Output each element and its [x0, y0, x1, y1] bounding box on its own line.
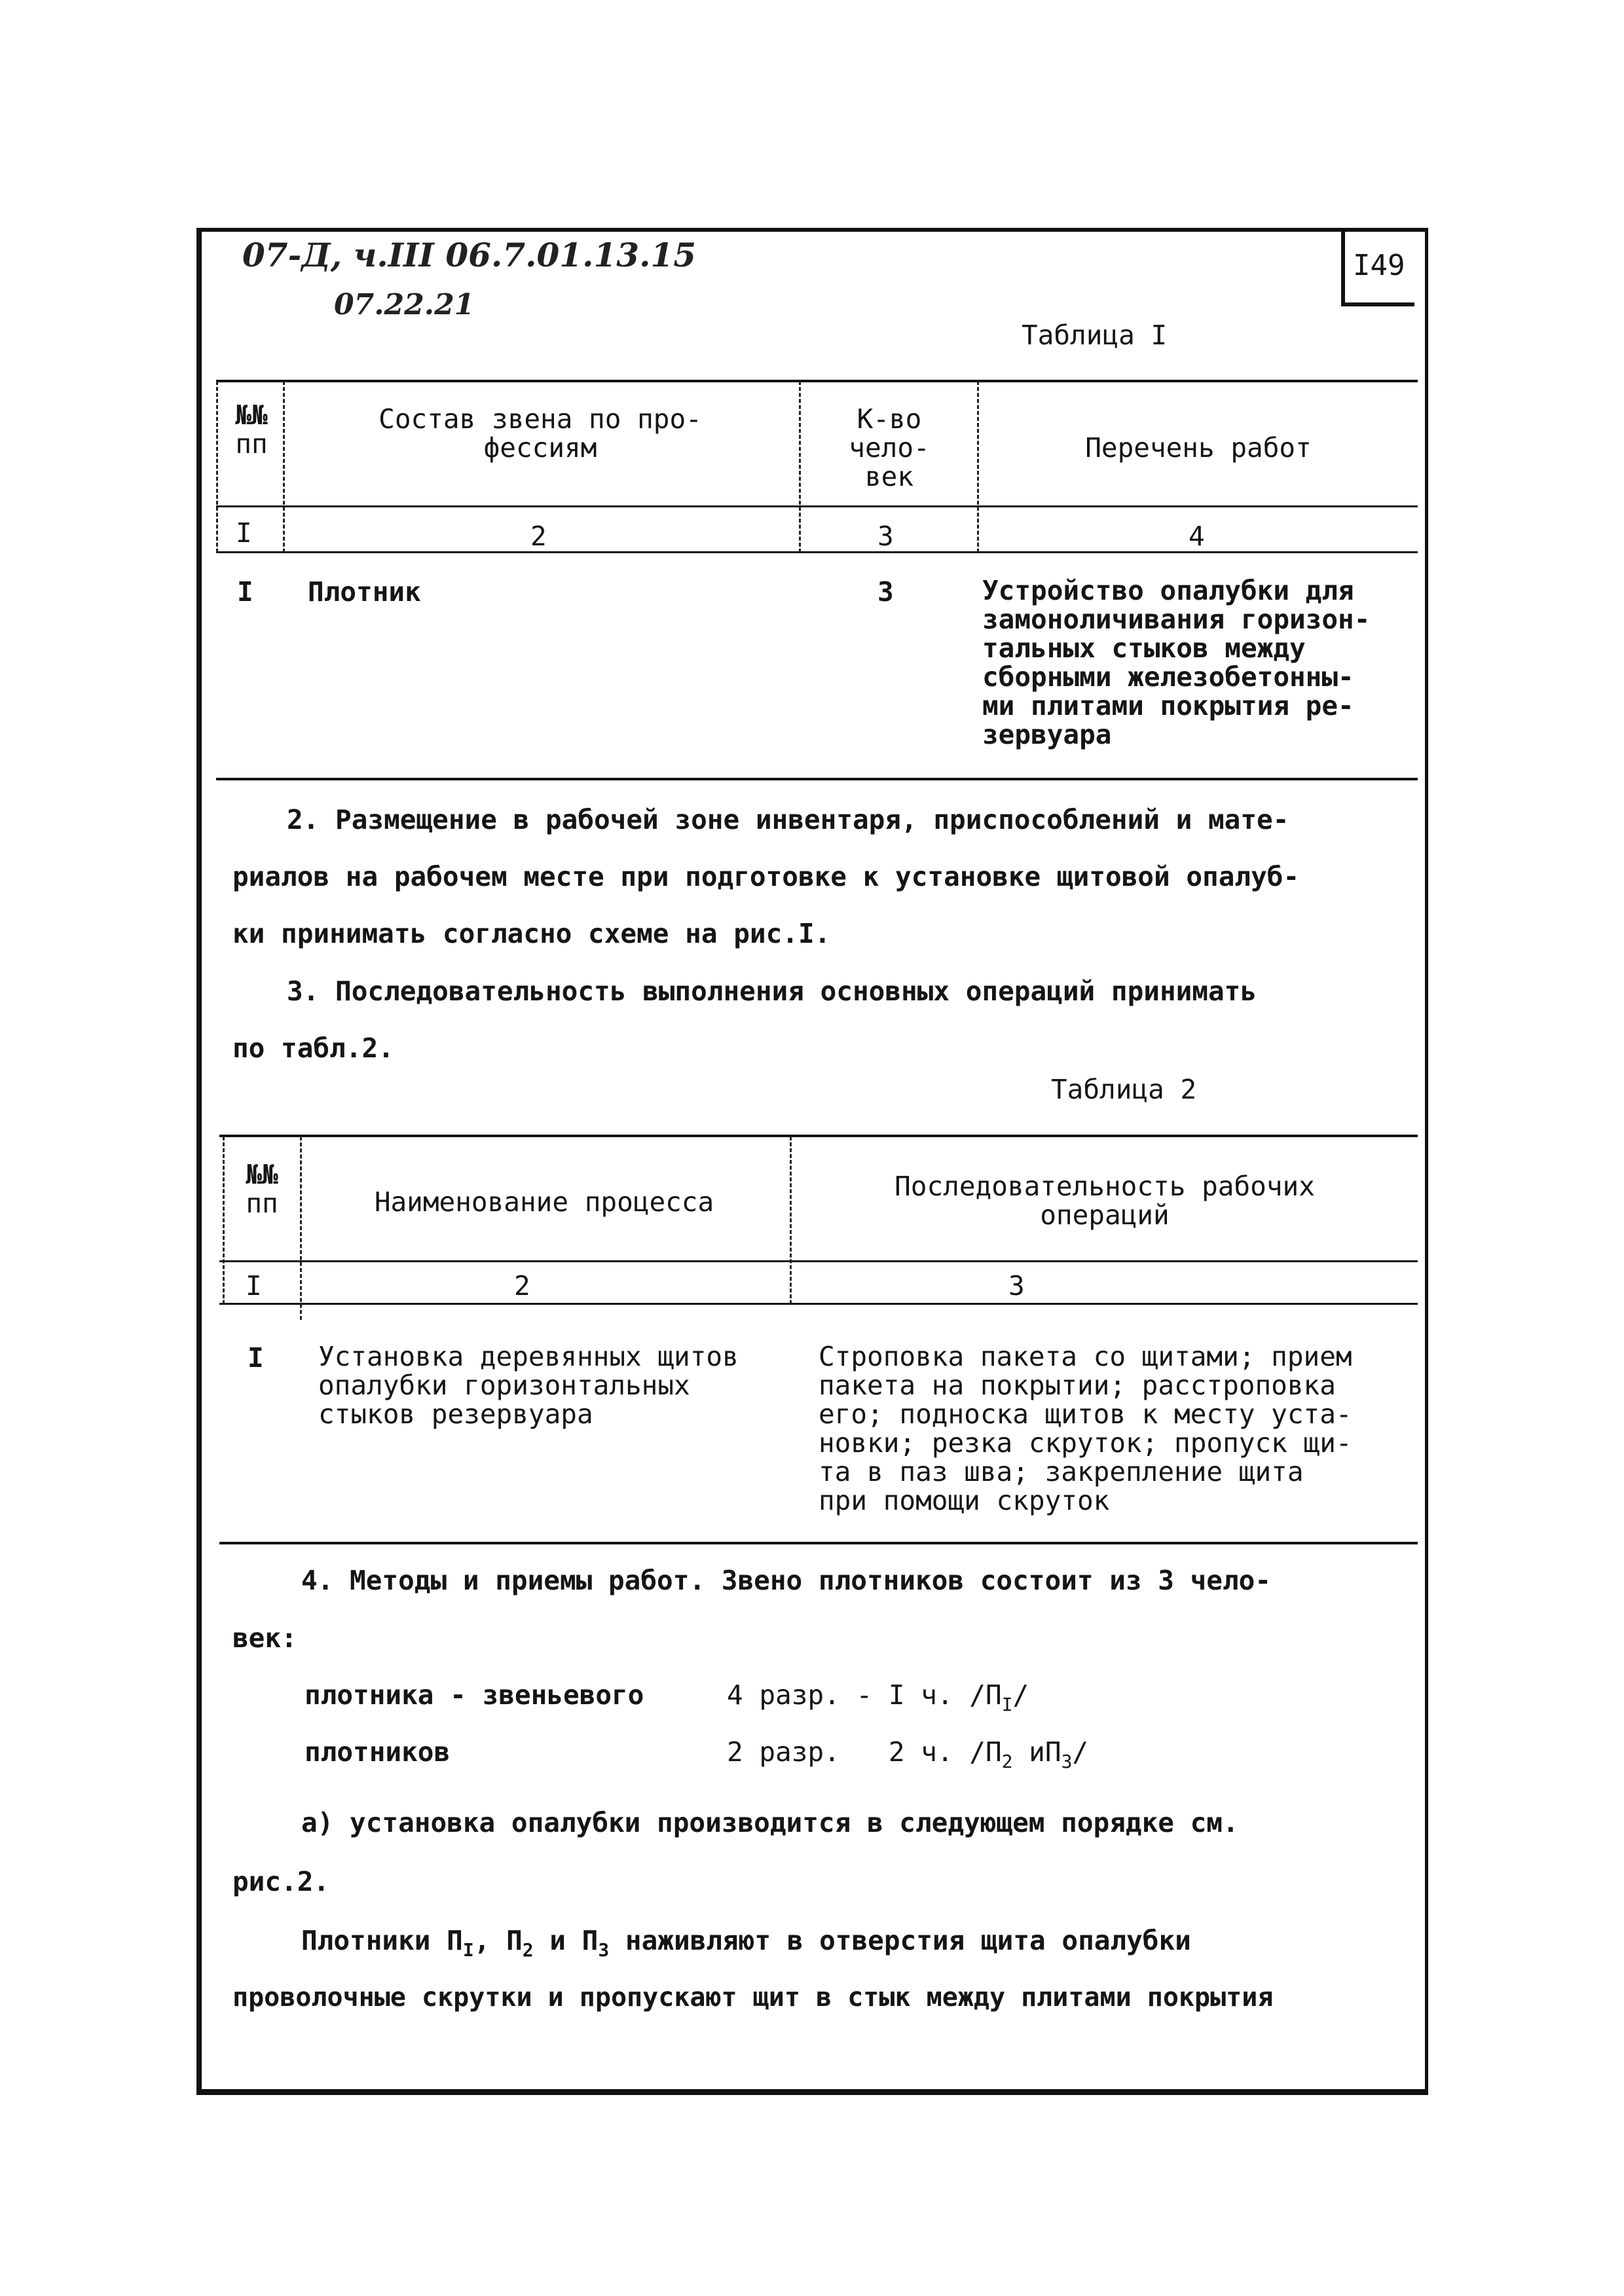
table2-colnum: I — [246, 1270, 262, 1302]
document-code-line1: 07-Д, ч.III 06.7.01.13.15 — [242, 236, 697, 274]
table2-row-process: Установка деревянных щитов опалубки горизонтальных стыков резервуара — [318, 1341, 739, 1430]
crew-role: плотника - звеньевого — [304, 1679, 644, 1711]
table1-caption: Таблица I — [1022, 319, 1168, 351]
paragraph-2-line: риалов на рабочем месте при подготовке к установке щитовой опалуб- — [232, 861, 1300, 892]
crew-grade: 4 разр. - I ч. $/П_I/$ — [727, 1679, 1029, 1715]
table2-row-num: I — [248, 1342, 264, 1374]
section4-item-a-line: а) установка опалубки производится в следующем порядке см. — [301, 1807, 1239, 1838]
table1-header-count: К-во чело- век — [849, 403, 930, 492]
table1-colnum: I — [236, 517, 252, 549]
table1-col-divider — [799, 381, 801, 553]
document-code-line2: 07.22.21 — [334, 288, 475, 321]
table1-col-divider — [283, 381, 285, 553]
table1-colnum: 4 — [1189, 520, 1205, 552]
table2-header-rule — [219, 1260, 1418, 1262]
table1-col-divider — [216, 381, 218, 553]
table2-caption: Таблица 2 — [1051, 1074, 1197, 1105]
page-number: I49 — [1353, 249, 1405, 282]
section4-last-line: проволочные скрутки и пропускают щит в стык между плитами покрытия — [232, 1982, 1274, 2013]
table2-row-operations: Строповка пакета со щитами; прием пакета на покрытии; расстроповка его; подноска щитов к месту уста- новки; резка скруток; пропуск щи- та в паз шва; закрепление щита при помощи скруток — [819, 1341, 1352, 1516]
table1-row-works: Устройство опалубки для замоноличивания горизон- тальных стыков между сборными железобетонны- ми плитами покрытия ре- зервуара — [982, 575, 1371, 750]
table1-row-num: I — [237, 576, 253, 608]
table1-numbers-rule — [216, 551, 1418, 553]
section4-last-line: Плотники $П_I$, $П_2$ и $П_3$ наживляют в отверстия щита опалубки — [301, 1925, 1191, 1961]
table1-col-divider — [977, 381, 979, 553]
table1-row-count: 3 — [877, 576, 894, 608]
table2-col-divider — [300, 1137, 302, 1320]
table1-top-rule — [216, 380, 1418, 382]
table1-colnum: 3 — [877, 520, 894, 552]
paragraph-2-line: 2. Размещение в рабочей зоне инвентаря, приспособлений и мате- — [287, 804, 1289, 835]
table2-colnum: 2 — [514, 1270, 530, 1302]
table1-header-num: №№ пп — [235, 399, 268, 460]
table1-bottom-rule — [216, 778, 1418, 780]
table2-col-divider — [790, 1137, 792, 1304]
section4-intro-line: 4. Методы и приемы работ. Звено плотников состоит из 3 чело- — [301, 1565, 1272, 1596]
paragraph-2-line: ки принимать согласно схеме на рис.I. — [232, 918, 831, 949]
table2-colnum: 3 — [1008, 1270, 1025, 1302]
table2-header-operations: Последовательность рабочих операций — [895, 1171, 1315, 1231]
table1-header-works: Перечень работ — [1085, 432, 1312, 464]
crew-role: плотников — [304, 1736, 451, 1768]
table1-row-profession: Плотник — [308, 576, 421, 608]
paragraph-3-line: 3. Последовательность выполнения основных операций принимать — [287, 975, 1257, 1007]
table1-header-rule — [216, 505, 1418, 507]
section4-item-a-line: рис.2. — [232, 1866, 330, 1897]
table2-header-process: Наименование процесса — [374, 1186, 714, 1218]
crew-grade: 2 разр. 2 ч. $/П_2$ $иП_3/$ — [727, 1736, 1089, 1772]
table2-numbers-rule — [219, 1303, 1418, 1305]
section4-intro-line: век: — [232, 1622, 297, 1654]
paragraph-3-line: по табл.2. — [232, 1032, 394, 1064]
table2-header-num: №№ пп — [246, 1159, 278, 1219]
table1-colnum: 2 — [530, 520, 547, 552]
table2-bottom-rule — [219, 1542, 1418, 1544]
table2-col-divider — [223, 1137, 225, 1304]
table1-header-profession: Состав звена по про- фессиям — [378, 403, 702, 464]
table2-top-rule — [219, 1135, 1418, 1137]
